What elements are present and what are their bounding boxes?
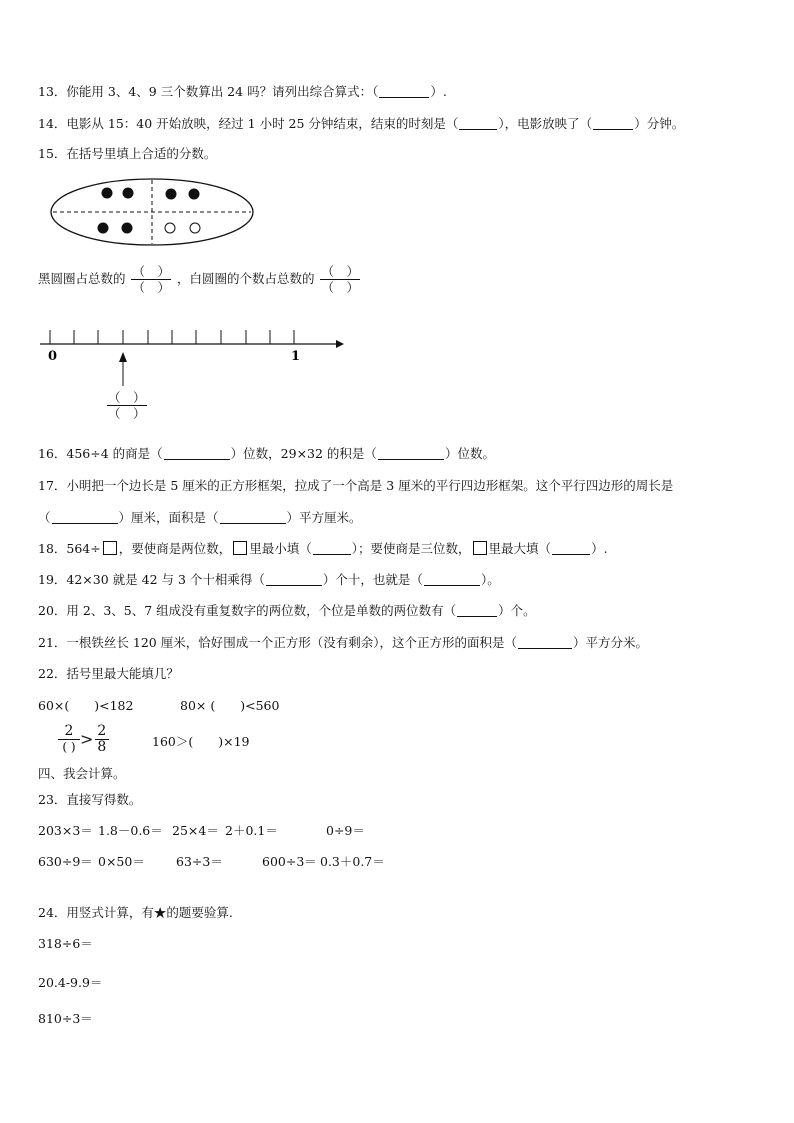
answer-blank[interactable]	[220, 511, 286, 524]
answer-blank[interactable]	[379, 85, 429, 98]
calc-item: 0×50＝	[98, 854, 145, 869]
calc-item: 0.3＋0.7＝	[320, 854, 385, 869]
denominator-blank: （ ）	[108, 406, 146, 421]
q23-r1-c3[interactable]	[172, 823, 219, 839]
box-blank[interactable]	[233, 541, 247, 555]
fraction-blank[interactable]	[318, 264, 364, 295]
section-4-title: 四、我会计算。	[38, 766, 126, 781]
answer-blank[interactable]	[424, 573, 480, 586]
q22-expr-2-text: 80× ( )<560	[180, 698, 280, 713]
circle-ellipse-figure	[48, 176, 260, 248]
q16-text-b: ）位数，29×32 的积是（	[230, 446, 377, 461]
q15-frac-text-a: 黑圆圈占总数的	[38, 271, 126, 286]
box-blank[interactable]	[103, 541, 117, 555]
q22-expression-3[interactable]	[58, 724, 110, 755]
q24-item-3[interactable]	[38, 1011, 93, 1027]
label-one: 1	[291, 349, 301, 364]
black-circle	[98, 223, 109, 234]
numerator-blank: （ ）	[132, 264, 171, 279]
calc-item: 2＋0.1＝	[225, 823, 278, 838]
question-18	[38, 541, 608, 557]
q17-text-c: ）平方厘米。	[286, 510, 362, 525]
number-line-figure	[36, 322, 348, 422]
q21-text-a: 21．一根铁丝长 120 厘米，恰好围成一个正方形（没有剩余），这个正方形的面积是（	[38, 635, 517, 650]
answer-blank[interactable]	[52, 511, 118, 524]
calc-item: 1.8－0.6＝	[98, 823, 163, 838]
label-zero: 0	[48, 349, 58, 364]
question-22-title	[38, 666, 179, 682]
q20-text-a: 20．用 2、3、5、7 组成没有重复数字的两位数，个位是单数的两位数有（	[38, 603, 457, 618]
answer-blank[interactable]	[313, 542, 351, 555]
fraction-blank[interactable]	[129, 264, 175, 295]
question-17-line1	[38, 478, 673, 494]
question-13	[38, 84, 447, 100]
numberline-fraction-blank[interactable]	[104, 390, 150, 421]
numerator: 2	[64, 723, 74, 739]
answer-blank[interactable]	[518, 636, 572, 649]
black-circle	[122, 223, 133, 234]
q23-r1-c5[interactable]	[326, 823, 365, 839]
answer-blank[interactable]	[164, 447, 230, 460]
question-23-title	[38, 792, 141, 808]
q19-text-a: 19．42×30 就是 42 与 3 个十相乘得（	[38, 572, 265, 587]
answer-blank[interactable]	[378, 447, 444, 460]
denominator-blank: （ ）	[132, 280, 171, 295]
q22-expression-2[interactable]	[180, 698, 279, 714]
q13-end: ）.	[430, 84, 447, 99]
q23-r1-c1[interactable]	[38, 823, 93, 839]
q24-item-2[interactable]	[38, 975, 102, 991]
calc-item: 630÷9＝	[38, 854, 93, 869]
q14-text-c: ）分钟。	[634, 116, 685, 131]
denominator: 8	[97, 739, 107, 755]
q16-text-c: ）位数。	[444, 446, 495, 461]
q23-r2-c5[interactable]	[320, 854, 385, 870]
question-14	[38, 116, 684, 132]
calc-item: 0÷9＝	[326, 823, 365, 838]
question-21	[38, 635, 648, 651]
q23-r1-c4[interactable]	[225, 823, 278, 839]
tick-marks	[50, 330, 294, 344]
calc-item: 63÷3＝	[176, 854, 223, 869]
box-blank[interactable]	[473, 541, 487, 555]
answer-blank[interactable]	[457, 604, 497, 617]
q15-fraction-line	[38, 264, 366, 295]
numerator: 2	[97, 723, 107, 739]
vertical-calc-item: 20.4-9.9＝	[38, 975, 103, 990]
q22-expression-1[interactable]	[38, 698, 133, 714]
q22-expression-4[interactable]	[152, 734, 250, 750]
numerator-blank: （ ）	[108, 390, 146, 405]
denominator-blank: （ ）	[321, 280, 360, 295]
greater-than-sign: >	[80, 729, 94, 749]
q15-frac-text-b: ，白圆圈的个数占总数的	[177, 271, 315, 286]
question-16	[38, 446, 495, 462]
q14-text-a: 14．电影从 15：40 开始放映，经过 1 小时 25 分钟结束，结束的时刻是（	[38, 116, 459, 131]
question-17-line2	[38, 510, 362, 526]
section-4-heading	[38, 766, 126, 782]
arrow-head-icon	[336, 340, 344, 348]
answer-blank[interactable]	[266, 573, 322, 586]
q23-r1-c2[interactable]	[98, 823, 163, 839]
q24-title: 24．用竖式计算，有★的题要验算.	[38, 905, 233, 920]
calc-item: 203×3＝	[38, 823, 93, 838]
q18-text-a: 18．564÷	[38, 541, 101, 556]
q19-text-c: ）。	[480, 572, 500, 587]
q23-r2-c2[interactable]	[98, 854, 145, 870]
q17-text-b: ）厘米，面积是（	[118, 510, 219, 525]
q24-item-1[interactable]	[38, 936, 93, 952]
q23-r2-c3[interactable]	[176, 854, 223, 870]
up-arrow-icon	[119, 352, 127, 362]
q23-r2-c1[interactable]	[38, 854, 93, 870]
calc-item: 600÷3＝	[262, 854, 317, 869]
question-24-title	[38, 905, 233, 921]
q20-text-b: ）个。	[498, 603, 536, 618]
numerator-blank: （ ）	[321, 264, 360, 279]
q14-text-b: ），电影放映了（	[498, 116, 593, 131]
q18-text-e: 里最大填（	[488, 541, 552, 556]
q23-r2-c4[interactable]	[262, 854, 317, 870]
answer-blank[interactable]	[459, 117, 497, 130]
q17-text-a: （	[38, 510, 51, 525]
answer-blank[interactable]	[593, 117, 633, 130]
answer-blank[interactable]	[552, 542, 590, 555]
question-15	[38, 146, 216, 162]
black-circle	[102, 188, 113, 199]
q22-title: 22．括号里最大能填几？	[38, 666, 179, 681]
q18-text-b: ，要使商是两位数，	[118, 541, 232, 556]
q15-text: 15．在括号里填上合适的分数。	[38, 146, 217, 161]
q22-expr-1-text: 60×( )<182	[38, 698, 134, 713]
denominator-blank: ( )	[62, 740, 76, 754]
q18-text-d: ）；要使商是三位数，	[351, 541, 471, 556]
question-20	[38, 603, 536, 619]
black-circle	[166, 189, 177, 200]
vertical-calc-item: 318÷6＝	[38, 936, 93, 951]
white-circle	[190, 223, 200, 233]
q16-text-a: 16．456÷4 的商是（	[38, 446, 163, 461]
q21-text-b: ）平方分米。	[572, 635, 648, 650]
q23-title: 23．直接写得数。	[38, 792, 142, 807]
vertical-calc-item: 810÷3＝	[38, 1011, 93, 1026]
q17-text: 17．小明把一个边长是 5 厘米的正方形框架，拉成了一个高是 3 厘米的平行四边形框架。这个平行四边形的周长是	[38, 478, 674, 493]
q19-text-b: ）个十，也就是（	[322, 572, 423, 587]
black-circle	[123, 188, 134, 199]
question-19	[38, 572, 500, 588]
q18-text-f: ）.	[591, 541, 608, 556]
calc-item: 25×4＝	[172, 823, 219, 838]
white-circle	[165, 223, 175, 233]
q13-text: 13．你能用 3、4、9 三个数算出 24 吗？请列出综合算式：（	[38, 84, 379, 99]
q22-expr-4-text: 160＞( )×19	[152, 734, 250, 749]
black-circle	[189, 189, 200, 200]
q18-text-c: 里最小填（	[249, 541, 312, 556]
